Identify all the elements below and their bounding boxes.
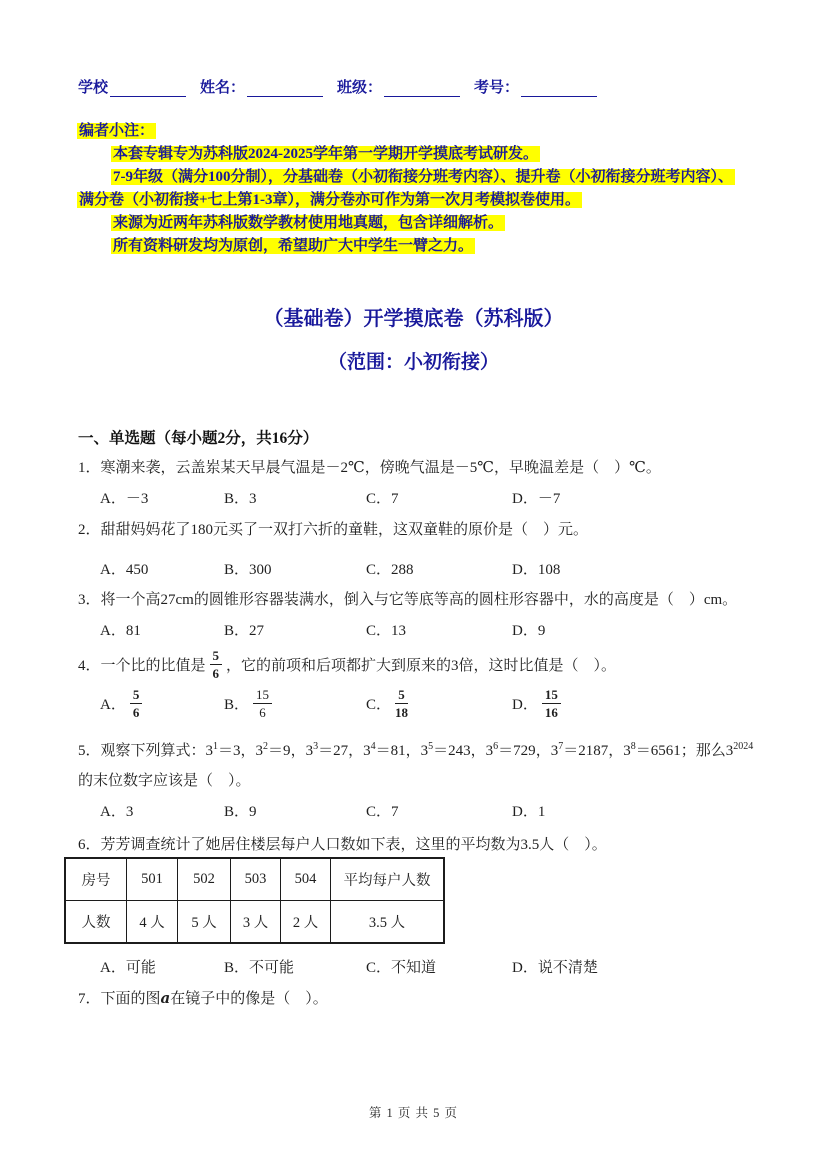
header-field-2 (337, 80, 460, 97)
table-row (65, 858, 444, 901)
fill-in-blank-line (110, 81, 186, 97)
option-A: A．450 (100, 562, 149, 578)
page-subtitle: （范围：小初衔接） (327, 352, 499, 373)
exponent: 6 (493, 741, 499, 752)
question-7-stem: 7．下面的图a在镜子中的像是（ ）。 (78, 989, 328, 1007)
question-2-stem: 2．甜甜妈妈花了180元买了一双打六折的童鞋，这双童鞋的原价是（ ）元。 (78, 522, 589, 538)
option-B: B． $\frac{15}{6}$ (224, 688, 276, 719)
page-title: （基础卷）开学摸底卷（苏科版） (263, 308, 564, 330)
fraction: $\frac{15}{16}$ (542, 688, 561, 719)
option-D: D．108 (512, 562, 561, 578)
question-5-stem-line1: 5．观察下列算式：$3^1=3$，$3^2=9$，$3^3=27$，$3^4=81$，$3^5=243$，$3^6=729$，$3^7=2187$，$3^8=6561$；那么$3^{2024}$ (78, 741, 754, 759)
editor-note-line-2: 7-9年级（满分100分制），分基础卷（小初衔接分班考内容）、提升卷（小初衔接分班考内容）、 (113, 169, 733, 185)
option-C: C．7 (366, 491, 399, 507)
exponent: 3 (313, 741, 319, 752)
table-cell: 503 (231, 858, 281, 901)
section-heading: 一、单选题（每小题2分，共16分） (78, 430, 319, 447)
editor-note-line-4: 来源为近两年苏科版数学教材使用地真题，包含详细解析。 (113, 215, 504, 231)
fraction: $\frac{5}{18}$ (395, 687, 409, 720)
figure-label-a: a (160, 989, 171, 1007)
option-B: B．3 (224, 491, 257, 507)
table-cell: 平均每户人数 (331, 858, 445, 901)
option-A: A． $\frac{5}{6}$ (100, 688, 146, 719)
option-D: D． $\frac{15}{16}$ (512, 688, 565, 719)
header-field-3 (474, 80, 597, 97)
table-cell: 502 (178, 858, 231, 901)
table-cell: 3 人 (231, 901, 281, 944)
question-3-stem: 3．将一个高27cm的圆锥形容器装满水，倒入与它等底等高的圆柱形容器中，水的高度是（ ）cm。 (78, 592, 738, 608)
question-6-options (0, 956, 827, 982)
editor-note-heading: 编者小注： (79, 123, 155, 139)
fill-in-blank-line (521, 81, 597, 97)
header-field-1 (200, 80, 323, 97)
option-A: A．－3 (100, 491, 149, 507)
household-table (64, 857, 445, 944)
option-C: C．288 (366, 562, 414, 578)
exponent: 8 (630, 741, 636, 752)
table-cell: 501 (127, 858, 178, 901)
table-cell: 人数 (65, 901, 127, 944)
table-cell: 4 人 (127, 901, 178, 944)
option-D: D．1 (512, 804, 546, 820)
exponent: 2 (263, 741, 269, 752)
option-C: C．13 (366, 623, 407, 639)
option-C: C．7 (366, 804, 399, 820)
question-5-options (0, 800, 827, 826)
header-fields (78, 80, 611, 97)
option-A: A．81 (100, 623, 141, 639)
option-C: C．不知道 (366, 960, 437, 976)
exponent: 2024 (733, 741, 754, 752)
fill-in-blank-line (247, 81, 323, 97)
exponent: 7 (558, 741, 564, 752)
option-A: A．可能 (100, 960, 156, 976)
option-D: D．说不清楚 (512, 960, 598, 976)
option-B: B．9 (224, 804, 257, 820)
option-B: B．27 (224, 623, 265, 639)
question-5-stem-line2: 的末位数字应该是（ ）。 (78, 773, 251, 789)
editor-note-block (77, 120, 735, 258)
header-field-label: 姓名： (200, 80, 246, 96)
option-B: B．不可能 (224, 960, 295, 976)
exponent: 1 (213, 741, 219, 752)
option-B: B．300 (224, 562, 272, 578)
editor-note-line-3: 满分卷（小初衔接+七上第1-3章），满分卷亦可作为第一次月考模拟卷使用。 (79, 192, 581, 208)
table-cell: 2 人 (281, 901, 331, 944)
option-C: C． $\frac{5}{18}$ (366, 687, 409, 720)
question-1-stem: 1．寒潮来袭，云盖岽某天早晨气温是－2℃，傍晚气温是－5℃，早晚温差是（ ）℃。 (78, 460, 661, 476)
editor-note-line-1: 本套专辑专为苏科版2024-2025学年第一学期开学摸底考试研发。 (113, 146, 538, 162)
page-footer: 第 1 页 共 5 页 (368, 1106, 459, 1120)
option-A: A．3 (100, 804, 134, 820)
table-row (65, 901, 444, 944)
header-field-label: 班级： (337, 80, 383, 96)
table-cell: 504 (281, 858, 331, 901)
header-field-label: 学校 (78, 80, 109, 96)
exponent: 5 (428, 741, 434, 752)
question-6-table (64, 857, 445, 944)
option-D: D．9 (512, 623, 546, 639)
table-cell: 5 人 (178, 901, 231, 944)
header-field-0 (78, 80, 186, 97)
question-4-stem: 4．一个比的比值是 $\frac{5}{6}$ ，它的前项和后项都扩大到原来的3倍，这时比值是（ ）。 (78, 647, 617, 681)
option-D: D．－7 (512, 491, 561, 507)
header-field-label: 考号： (474, 80, 520, 96)
question-4-options (0, 688, 827, 734)
question-2-options (0, 558, 827, 584)
editor-note-line-5: 所有资料研发均为原创，希望助广大中学生一臂之力。 (113, 238, 474, 254)
question-1-options (0, 487, 827, 513)
question-6-stem: 6．芳芳调查统计了她居住楼层每户人口数如下表，这里的平均数为3.5人（ ）。 (78, 837, 607, 853)
fill-in-blank-line (384, 81, 460, 97)
fraction: $\frac{15}{6}$ (253, 688, 272, 719)
exponent: 4 (370, 741, 376, 752)
table-cell: 3.5 人 (331, 901, 445, 944)
fraction: $\frac{5}{6}$ (210, 649, 223, 680)
table-cell: 房号 (65, 858, 127, 901)
fraction: $\frac{5}{6}$ (130, 688, 143, 719)
